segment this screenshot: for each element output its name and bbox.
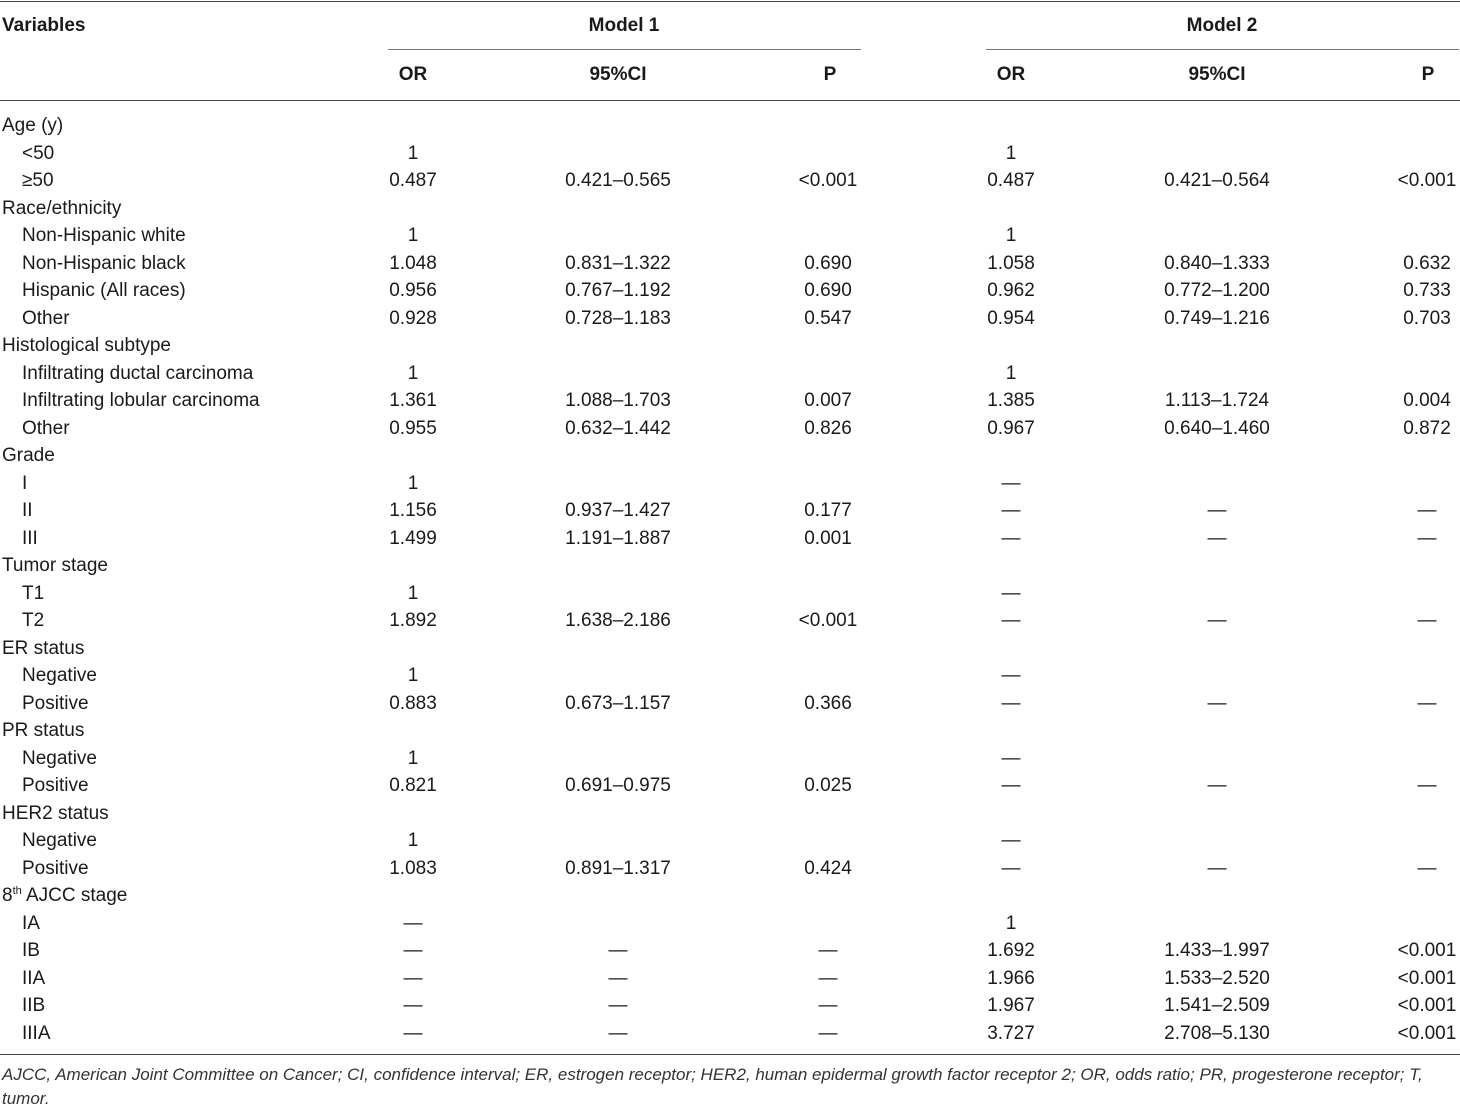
cell-m1-p: 0.690 xyxy=(804,252,852,274)
cell-m1-ci: — xyxy=(608,940,628,961)
cell-m2-p: <0.001 xyxy=(1397,1022,1457,1044)
cell-m2-or: 0.962 xyxy=(987,280,1035,301)
cell-m1-p: <0.001 xyxy=(798,170,858,191)
cell-m1-p: 0.177 xyxy=(804,500,852,521)
cell-m1-or: 1.361 xyxy=(389,390,437,411)
cell-m2-ci: 0.749–1.216 xyxy=(1164,307,1270,329)
cell-m2-p: — xyxy=(1417,857,1437,879)
header-m1-p: P xyxy=(823,64,837,85)
cell-m2-or: — xyxy=(1001,472,1021,494)
cell-m1-ci: 0.891–1.317 xyxy=(565,857,671,879)
cell-m1-p: 0.424 xyxy=(804,857,852,879)
cell-m2-p: 0.703 xyxy=(1403,307,1451,329)
row-label: Positive xyxy=(22,692,89,714)
row-label: I xyxy=(22,472,28,494)
cell-m1-or: 0.821 xyxy=(389,775,437,796)
cell-m2-ci: — xyxy=(1207,527,1227,549)
cell-m2-p: — xyxy=(1417,692,1437,714)
cell-m1-or: 1.048 xyxy=(389,252,437,274)
row-label: IIIA xyxy=(22,1022,51,1044)
cell-m1-ci: 1.191–1.887 xyxy=(565,527,671,549)
cell-m1-ci: 1.088–1.703 xyxy=(565,390,671,411)
cell-m1-or: 0.487 xyxy=(389,170,437,191)
cell-m2-or: 0.954 xyxy=(987,307,1035,329)
cell-m1-or: — xyxy=(403,1022,423,1044)
cell-m2-ci: — xyxy=(1207,692,1227,714)
cell-m2-or: 1.967 xyxy=(987,995,1035,1016)
cell-m2-or: — xyxy=(1001,610,1021,631)
row-label: Infiltrating ductal carcinoma xyxy=(22,362,254,384)
table-bottom-rule xyxy=(0,1054,1460,1055)
row-label: Positive xyxy=(22,775,89,796)
cell-m2-or: — xyxy=(1001,775,1021,796)
cell-m2-p: — xyxy=(1417,527,1437,549)
cell-m2-p: 0.004 xyxy=(1403,390,1451,411)
cell-m2-p: 0.733 xyxy=(1403,280,1451,301)
header-model-2: Model 2 xyxy=(1186,15,1258,36)
cell-m2-p: 0.872 xyxy=(1403,417,1451,439)
cell-m2-ci: 0.421–0.564 xyxy=(1164,170,1270,191)
cell-m2-p: 0.632 xyxy=(1403,252,1451,274)
model-2-group-rule xyxy=(986,49,1459,50)
cell-m2-p: — xyxy=(1417,775,1437,796)
row-label: III xyxy=(22,527,38,549)
cell-m2-p: <0.001 xyxy=(1397,170,1457,191)
row-label: Positive xyxy=(22,857,89,879)
row-label: Negative xyxy=(22,665,97,686)
row-label: T1 xyxy=(22,582,45,604)
table-header-rule xyxy=(0,100,1460,101)
group-label xyxy=(2,885,127,907)
group-label: ER status xyxy=(2,637,85,659)
cell-m1-or: — xyxy=(403,995,423,1016)
cell-m1-p: 0.007 xyxy=(804,390,852,411)
cell-m1-p: 0.547 xyxy=(804,307,852,329)
cell-m2-or: 1.385 xyxy=(987,390,1035,411)
row-label: II xyxy=(22,500,33,521)
cell-m1-or: 1 xyxy=(407,747,419,769)
cell-m1-ci: 0.831–1.322 xyxy=(565,252,671,274)
cell-m2-p: — xyxy=(1417,500,1437,521)
row-label: IB xyxy=(22,940,40,961)
cell-m1-p: 0.690 xyxy=(804,280,852,301)
cell-m2-ci: — xyxy=(1207,857,1227,879)
cell-m2-or: — xyxy=(1001,500,1021,521)
cell-m1-or: 1 xyxy=(407,362,419,384)
cell-m2-p: <0.001 xyxy=(1397,940,1457,961)
header-m1-ci: 95%CI xyxy=(589,64,647,85)
cell-m2-or: 1.058 xyxy=(987,252,1035,274)
cell-m1-ci: 0.767–1.192 xyxy=(565,280,671,301)
cell-m2-ci: 1.113–1.724 xyxy=(1164,390,1270,411)
row-label-superscript: th xyxy=(12,885,22,897)
header-m2-ci: 95%CI xyxy=(1188,64,1246,85)
row-label: ≥50 xyxy=(22,170,54,191)
row-label: Hispanic (All races) xyxy=(22,280,186,301)
group-label: Histological subtype xyxy=(2,335,171,356)
cell-m1-p: — xyxy=(818,967,838,989)
cell-m2-or: 1.966 xyxy=(987,967,1035,989)
header-m2-p: P xyxy=(1421,64,1435,85)
cell-m1-ci: 0.728–1.183 xyxy=(565,307,671,329)
cell-m2-or: — xyxy=(1001,527,1021,549)
cell-m1-or: 1 xyxy=(407,830,419,851)
header-model-1: Model 1 xyxy=(588,15,660,36)
cell-m2-p: <0.001 xyxy=(1397,967,1457,989)
row-label-text: AJCC stage xyxy=(21,885,128,906)
cell-m2-ci: — xyxy=(1207,610,1227,631)
cell-m1-p: 0.025 xyxy=(804,775,852,796)
cell-m2-p: <0.001 xyxy=(1397,995,1457,1016)
cell-m1-p: — xyxy=(818,940,838,961)
cell-m2-ci: 0.840–1.333 xyxy=(1164,252,1270,274)
cell-m1-ci: — xyxy=(608,967,628,989)
cell-m2-or: 1 xyxy=(1005,362,1017,384)
cell-m1-ci: — xyxy=(608,1022,628,1044)
row-label: IIB xyxy=(22,995,46,1016)
group-label: HER2 status xyxy=(2,802,109,824)
cell-m1-or: — xyxy=(403,940,423,961)
group-label: Grade xyxy=(2,445,55,466)
cell-m2-ci: 1.533–2.520 xyxy=(1164,967,1270,989)
row-label: IA xyxy=(22,912,40,934)
cell-m2-ci: 1.541–2.509 xyxy=(1164,995,1270,1016)
header-m2-or: OR xyxy=(996,64,1026,85)
cell-m2-or: 0.487 xyxy=(987,170,1035,191)
cell-m2-or: 3.727 xyxy=(987,1022,1035,1044)
row-label: <50 xyxy=(22,142,55,164)
cell-m2-or: 1.692 xyxy=(987,940,1035,961)
cell-m1-ci: 0.421–0.565 xyxy=(565,170,671,191)
header-m1-or: OR xyxy=(398,64,428,85)
cell-m1-p: — xyxy=(818,1022,838,1044)
cell-m1-p: 0.001 xyxy=(804,527,852,549)
row-label: Other xyxy=(22,307,70,329)
group-label: PR status xyxy=(2,720,85,741)
group-label: Age (y) xyxy=(2,115,64,136)
cell-m1-or: 1 xyxy=(407,665,419,686)
model-1-group-rule xyxy=(388,49,861,50)
cell-m1-or: 1 xyxy=(407,582,419,604)
row-label: Infiltrating lobular carcinoma xyxy=(22,390,260,411)
cell-m1-ci: — xyxy=(608,995,628,1016)
cell-m1-ci: 0.673–1.157 xyxy=(565,692,671,714)
cell-m1-p: 0.826 xyxy=(804,417,852,439)
cell-m1-ci: 0.632–1.442 xyxy=(565,417,671,439)
row-label-text: 8 xyxy=(2,885,13,906)
cell-m1-or: — xyxy=(403,912,423,934)
cell-m1-ci: 1.638–2.186 xyxy=(565,610,671,631)
cell-m2-ci: 2.708–5.130 xyxy=(1164,1022,1270,1044)
cell-m2-or: — xyxy=(1001,830,1021,851)
cell-m2-or: — xyxy=(1001,747,1021,769)
cell-m1-or: 0.928 xyxy=(389,307,437,329)
cell-m1-p: — xyxy=(818,995,838,1016)
cell-m1-ci: 0.691–0.975 xyxy=(565,775,671,796)
group-label: Race/ethnicity xyxy=(2,197,122,219)
table-footnote: AJCC, American Joint Committee on Cancer; CI, confidence interval; ER, estrogen receptor; HER2, human epidermal growth factor receptor 2; OR, odds ratio; PR, progesterone receptor; T, tumor. xyxy=(2,1065,1423,1108)
row-label: Negative xyxy=(22,747,97,769)
cell-m2-or: 1 xyxy=(1005,912,1017,934)
cell-m1-or: 0.883 xyxy=(389,692,437,714)
cell-m1-p: <0.001 xyxy=(798,610,858,631)
cell-m2-or: — xyxy=(1001,692,1021,714)
cell-m1-or: 0.956 xyxy=(389,280,437,301)
cell-m1-p: 0.366 xyxy=(804,692,852,714)
row-label: Non-Hispanic white xyxy=(22,225,186,246)
cell-m2-ci: — xyxy=(1207,775,1227,796)
table-top-rule xyxy=(0,1,1460,2)
cell-m1-or: 1.892 xyxy=(389,610,437,631)
cell-m1-or: 1 xyxy=(407,472,419,494)
cell-m1-or: — xyxy=(403,967,423,989)
cell-m2-p: — xyxy=(1417,610,1437,631)
cell-m1-or: 1.499 xyxy=(389,527,437,549)
header-variables: Variables xyxy=(2,15,86,36)
cell-m1-or: 1.083 xyxy=(389,857,437,879)
cell-m2-or: 1 xyxy=(1005,225,1017,246)
cell-m2-ci: 0.640–1.460 xyxy=(1164,417,1270,439)
cell-m2-ci: 0.772–1.200 xyxy=(1164,280,1270,301)
row-label: IIA xyxy=(22,967,46,989)
row-label: Other xyxy=(22,417,70,439)
row-label: T2 xyxy=(22,610,45,631)
cell-m1-ci: 0.937–1.427 xyxy=(565,500,671,521)
cell-m2-or: 1 xyxy=(1005,142,1017,164)
cell-m1-or: 1.156 xyxy=(389,500,437,521)
row-label: Non-Hispanic black xyxy=(22,252,186,274)
cell-m2-ci: — xyxy=(1207,500,1227,521)
cell-m1-or: 1 xyxy=(407,142,419,164)
cell-m2-or: — xyxy=(1001,582,1021,604)
cell-m2-or: — xyxy=(1001,857,1021,879)
row-label: Negative xyxy=(22,830,97,851)
cell-m2-or: — xyxy=(1001,665,1021,686)
cell-m1-or: 1 xyxy=(407,225,419,246)
cell-m1-or: 0.955 xyxy=(389,417,437,439)
group-label: Tumor stage xyxy=(2,555,108,576)
cell-m2-or: 0.967 xyxy=(987,417,1035,439)
cell-m2-ci: 1.433–1.997 xyxy=(1164,940,1270,961)
